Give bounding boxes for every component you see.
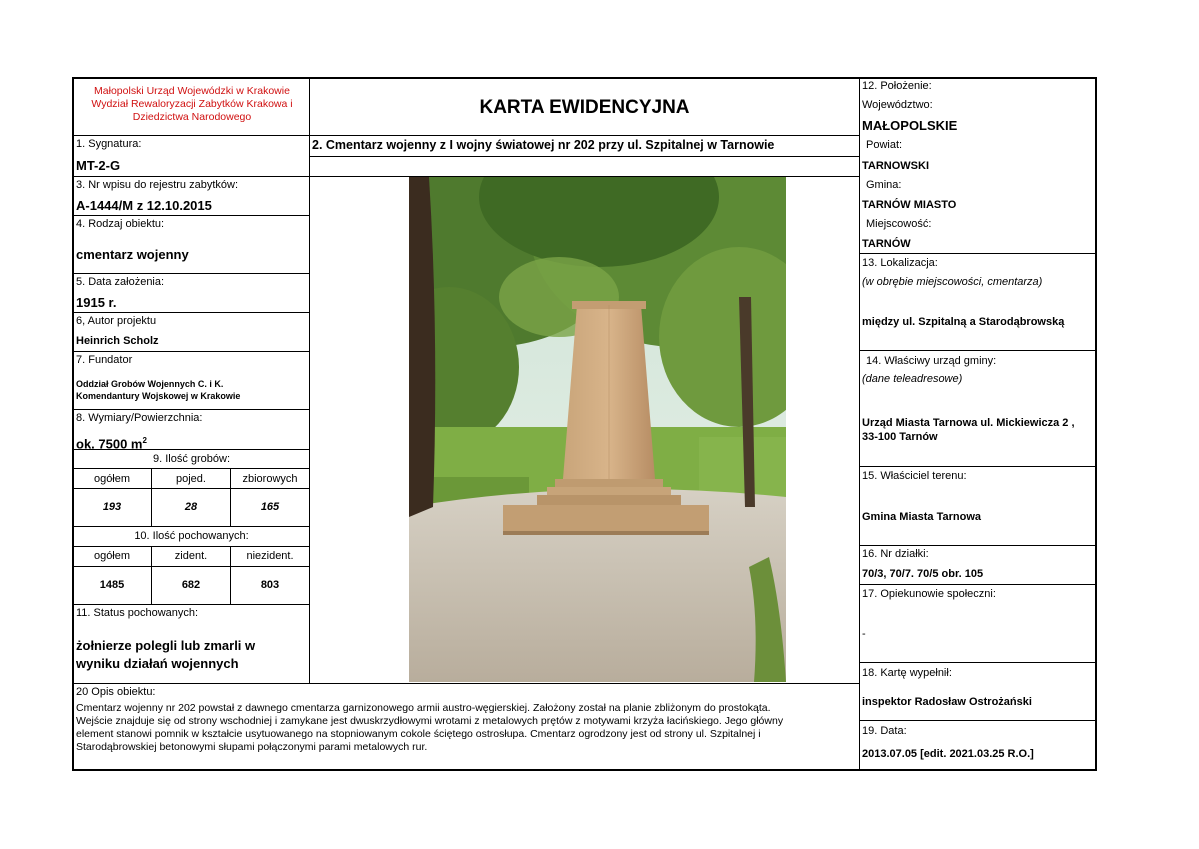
filled-label: 18. Kartę wypełnił: [862, 667, 952, 679]
founder-line1: Oddział Grobów Wojennych C. i K. [76, 379, 224, 389]
county-label: Powiat: [866, 139, 903, 151]
status-line1: żołnierze polegli lub zmarli w [76, 638, 256, 653]
plot-value: 70/3, 70/7. 70/5 obr. 105 [862, 568, 984, 580]
office-line2: 33-100 Tarnów [862, 431, 938, 443]
author-label: 6, Autor projektu [76, 315, 157, 327]
page-title: KARTA EWIDENCYJNA [479, 97, 690, 118]
locality-label: Miejscowość: [866, 218, 932, 230]
description-line: element stanowi pomnik w kształcie usytuowanego na stopniowanym cokole ściętego ostrosłupa. Cmentarz ogrodzony jest od strony ul. Szpitalnej i [76, 728, 761, 740]
register-value: A-1444/M z 12.10.2015 [76, 198, 212, 213]
buried-value-unidentified: 803 [260, 579, 280, 591]
description-line: Wejście znajduje się od strony wschodniej i zamykane jest dwuskrzydłowymi wrotami z metalowych prętów z motywami krzyża łacińskiego. Jego główny [76, 715, 784, 727]
guardians-label: 17. Opiekunowie społeczni: [862, 588, 996, 600]
office-hint: (dane teleadresowe) [862, 373, 963, 385]
buried-header-unidentified: niezident. [246, 550, 294, 562]
plot-label: 16. Nr działki: [862, 548, 929, 560]
graves-value-single: 28 [184, 501, 198, 513]
buried-value-identified: 682 [181, 579, 201, 591]
owner-value: Gmina Miasta Tarnowa [862, 511, 981, 523]
location-label: 12. Położenie: [862, 80, 932, 92]
graves-header-single: pojed. [176, 473, 206, 485]
founded-label: 5. Data założenia: [76, 276, 165, 288]
type-label: 4. Rodzaj obiektu: [76, 218, 165, 230]
office-line1: Urząd Miasta Tarnowa ul. Mickiewicza 2 , [862, 417, 1075, 429]
founded-value: 1915 r. [76, 295, 117, 310]
status-line2: wyniku działań wojennych [76, 656, 239, 671]
type-value: cmentarz wojenny [76, 247, 189, 262]
buried-label: 10. Ilość pochowanych: [134, 530, 249, 542]
register-label: 3. Nr wpisu do rejestru zabytków: [76, 179, 239, 191]
status-label: 11. Status pochowanych: [76, 607, 199, 619]
graves-value-total: 193 [102, 501, 122, 513]
buried-value-total: 1485 [99, 579, 125, 591]
office-label: 14. Właściwy urząd gminy: [866, 355, 997, 367]
graves-header-total: ogółem [93, 473, 131, 485]
founder-line2: Komendantury Wojskowej w Krakowie [76, 391, 241, 401]
buried-header-total: ogółem [93, 550, 131, 562]
author-value: Heinrich Scholz [76, 335, 159, 347]
localization-hint: (w obrębie miejscowości, cmentarza) [862, 276, 1043, 288]
guardians-value: - [862, 628, 866, 640]
date-label: 19. Data: [862, 725, 907, 737]
description-line: Cmentarz wojenny nr 202 powstał z dawnego cmentarza garnizonowego armii austro-węgierskiej. Założony został na planie zbliżonym do prostokąta. [76, 702, 771, 714]
founder-label: 7. Fundator [76, 354, 133, 366]
date-value: 2013.07.05 [edit. 2021.03.25 R.O.] [862, 748, 1034, 760]
locality-value: TARNÓW [862, 238, 911, 250]
buried-header-identified: zident. [174, 550, 208, 562]
graves-value-collective: 165 [260, 501, 280, 513]
commune-label: Gmina: [866, 179, 902, 191]
owner-label: 15. Właściciel terenu: [862, 470, 967, 482]
signature-value: MT-2-G [76, 158, 121, 173]
localization-label: 13. Lokalizacja: [862, 257, 938, 269]
description-label: 20 Opis obiektu: [76, 686, 156, 698]
localization-value: między ul. Szpitalną a Starodąbrowską [862, 316, 1065, 328]
office-name: Małopolski Urząd Wojewódzki w Krakowie Wydział Rewaloryzacji Zabytków Krakowa i Dziedzictwa Narodowego [91, 85, 293, 123]
voivodeship-value: MAŁOPOLSKIE [862, 118, 958, 133]
filled-value: inspektor Radosław Ostrożański [862, 696, 1032, 708]
monument-photo [409, 177, 786, 682]
dimensions-label: 8. Wymiary/Powierzchnia: [76, 412, 203, 424]
graves-label: 9. Ilość grobów: [152, 453, 231, 465]
graves-header-collective: zbiorowych [242, 473, 298, 485]
signature-label: 1. Sygnatura: [76, 138, 142, 150]
commune-value: TARNÓW MIASTO [862, 199, 957, 211]
voivodeship-label: Województwo: [862, 99, 933, 111]
object-name: 2. Cmentarz wojenny z I wojny światowej nr 202 przy ul. Szpitalnej w Tarnowie [312, 138, 775, 152]
dimensions-value: ok. 7500 $m^2$ [76, 436, 147, 452]
description-line: Starodąbrowskiej betonowymi słupami połączonymi parami metalowych rur. [76, 741, 428, 753]
county-value: TARNOWSKI [862, 160, 930, 172]
